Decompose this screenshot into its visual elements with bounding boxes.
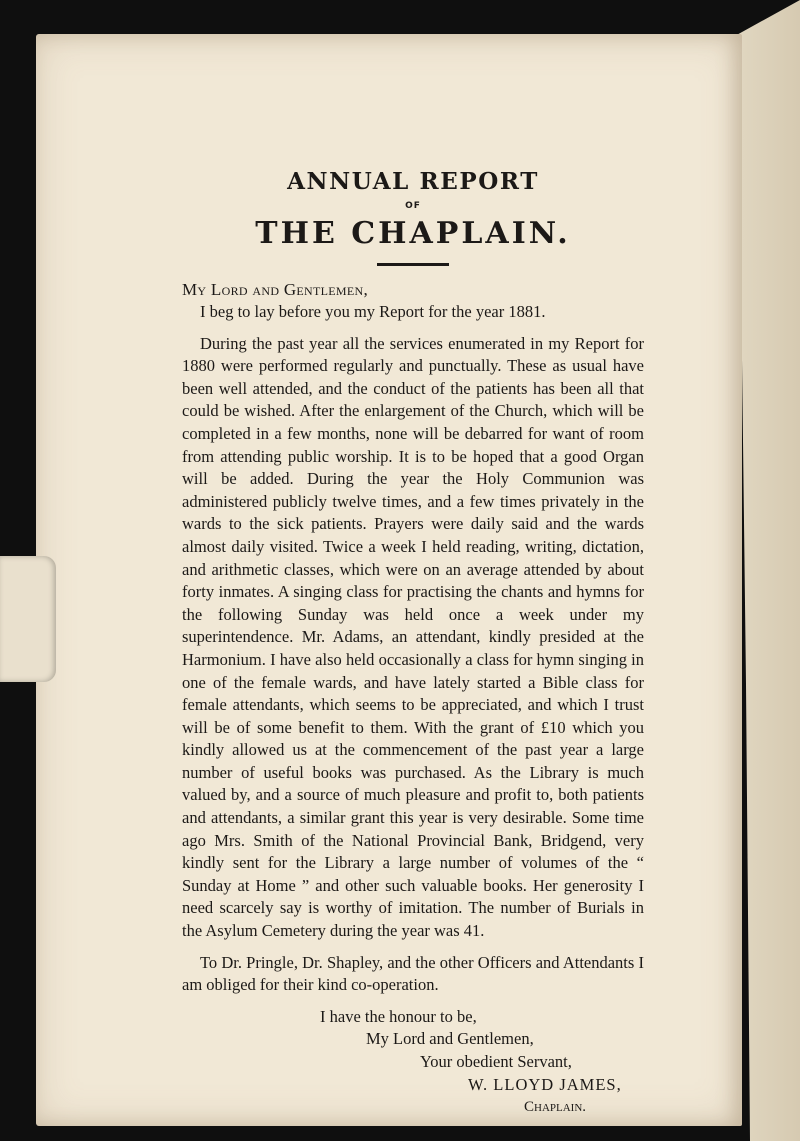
intro-line: I beg to lay before you my Report for the year 1881.	[200, 302, 546, 321]
closing-line-3: Your obedient Servant,	[420, 1052, 572, 1071]
closing-line-1: I have the honour to be,	[320, 1006, 477, 1026]
title-rule	[377, 263, 449, 266]
closing-line-2: My Lord and Gentlemen,	[366, 1029, 534, 1049]
report-text	[182, 167, 644, 1119]
salutation: My Lord and Gentlemen,	[182, 280, 369, 299]
signature-role: Chaplain.	[524, 1099, 587, 1116]
paragraph-thanks: To Dr. Pringle, Dr. Shapley, and the other Officers and Attendants I am obliged for their kind co-operation.	[182, 952, 644, 995]
page-tab-edge	[0, 556, 56, 682]
signature: W. LLOYD JAMES,	[468, 1074, 622, 1094]
paragraph-main: During the past year all the services enumerated in my Report for 1880 were performed regularly and punctually. These as usual have been well attended, and the conduct of the patients has been all that could be wished. After the enlargement of the Church, which will be completed in a few months, none will be debarred for want of room from attending public worship. It is to be hoped that a good Organ will be added. During the year the Holy Communion was administered publicly twelve times, and a few times privately in the wards to the sick patients. Prayers were daily said and the wards almost daily visited. Twice a week I held reading, writing, dictation, and arithmetic classes, which were on an average attended by about forty inmates. A singing class for practising the chants and hymns for the following Sunday was held once a week under my superintendence. Mr. Adams, an attendant, kindly presided at the Harmonium. I have also held occasionally a class for hymn singing in one of the female wards, and have lately started a Bible class for female attendants, which seems to be appreciated, and which I trust will be of some benefit to them. With the grant of £10 which you kindly allowed us at the commencement of the past year a large number of useful books was purchased. As the Library is much valued by, and a source of much pleasure and profit to, both patients and attendants, a similar grant this year is very desirable. Some time ago Mrs. Smith of the National Provincial Bank, Bridgend, very kindly sent for the Library a large number of volumes of the “ Sunday at Home ” and other such valuable books. Her generosity I need scarcely say is worthy of imitation. The number of Burials in the Asylum Cemetery during the year was 41.	[182, 333, 644, 941]
title-connector: OF	[405, 201, 421, 211]
report-title: ANNUAL REPORT	[287, 168, 539, 195]
report-subtitle: THE CHAPLAIN.	[255, 216, 571, 251]
